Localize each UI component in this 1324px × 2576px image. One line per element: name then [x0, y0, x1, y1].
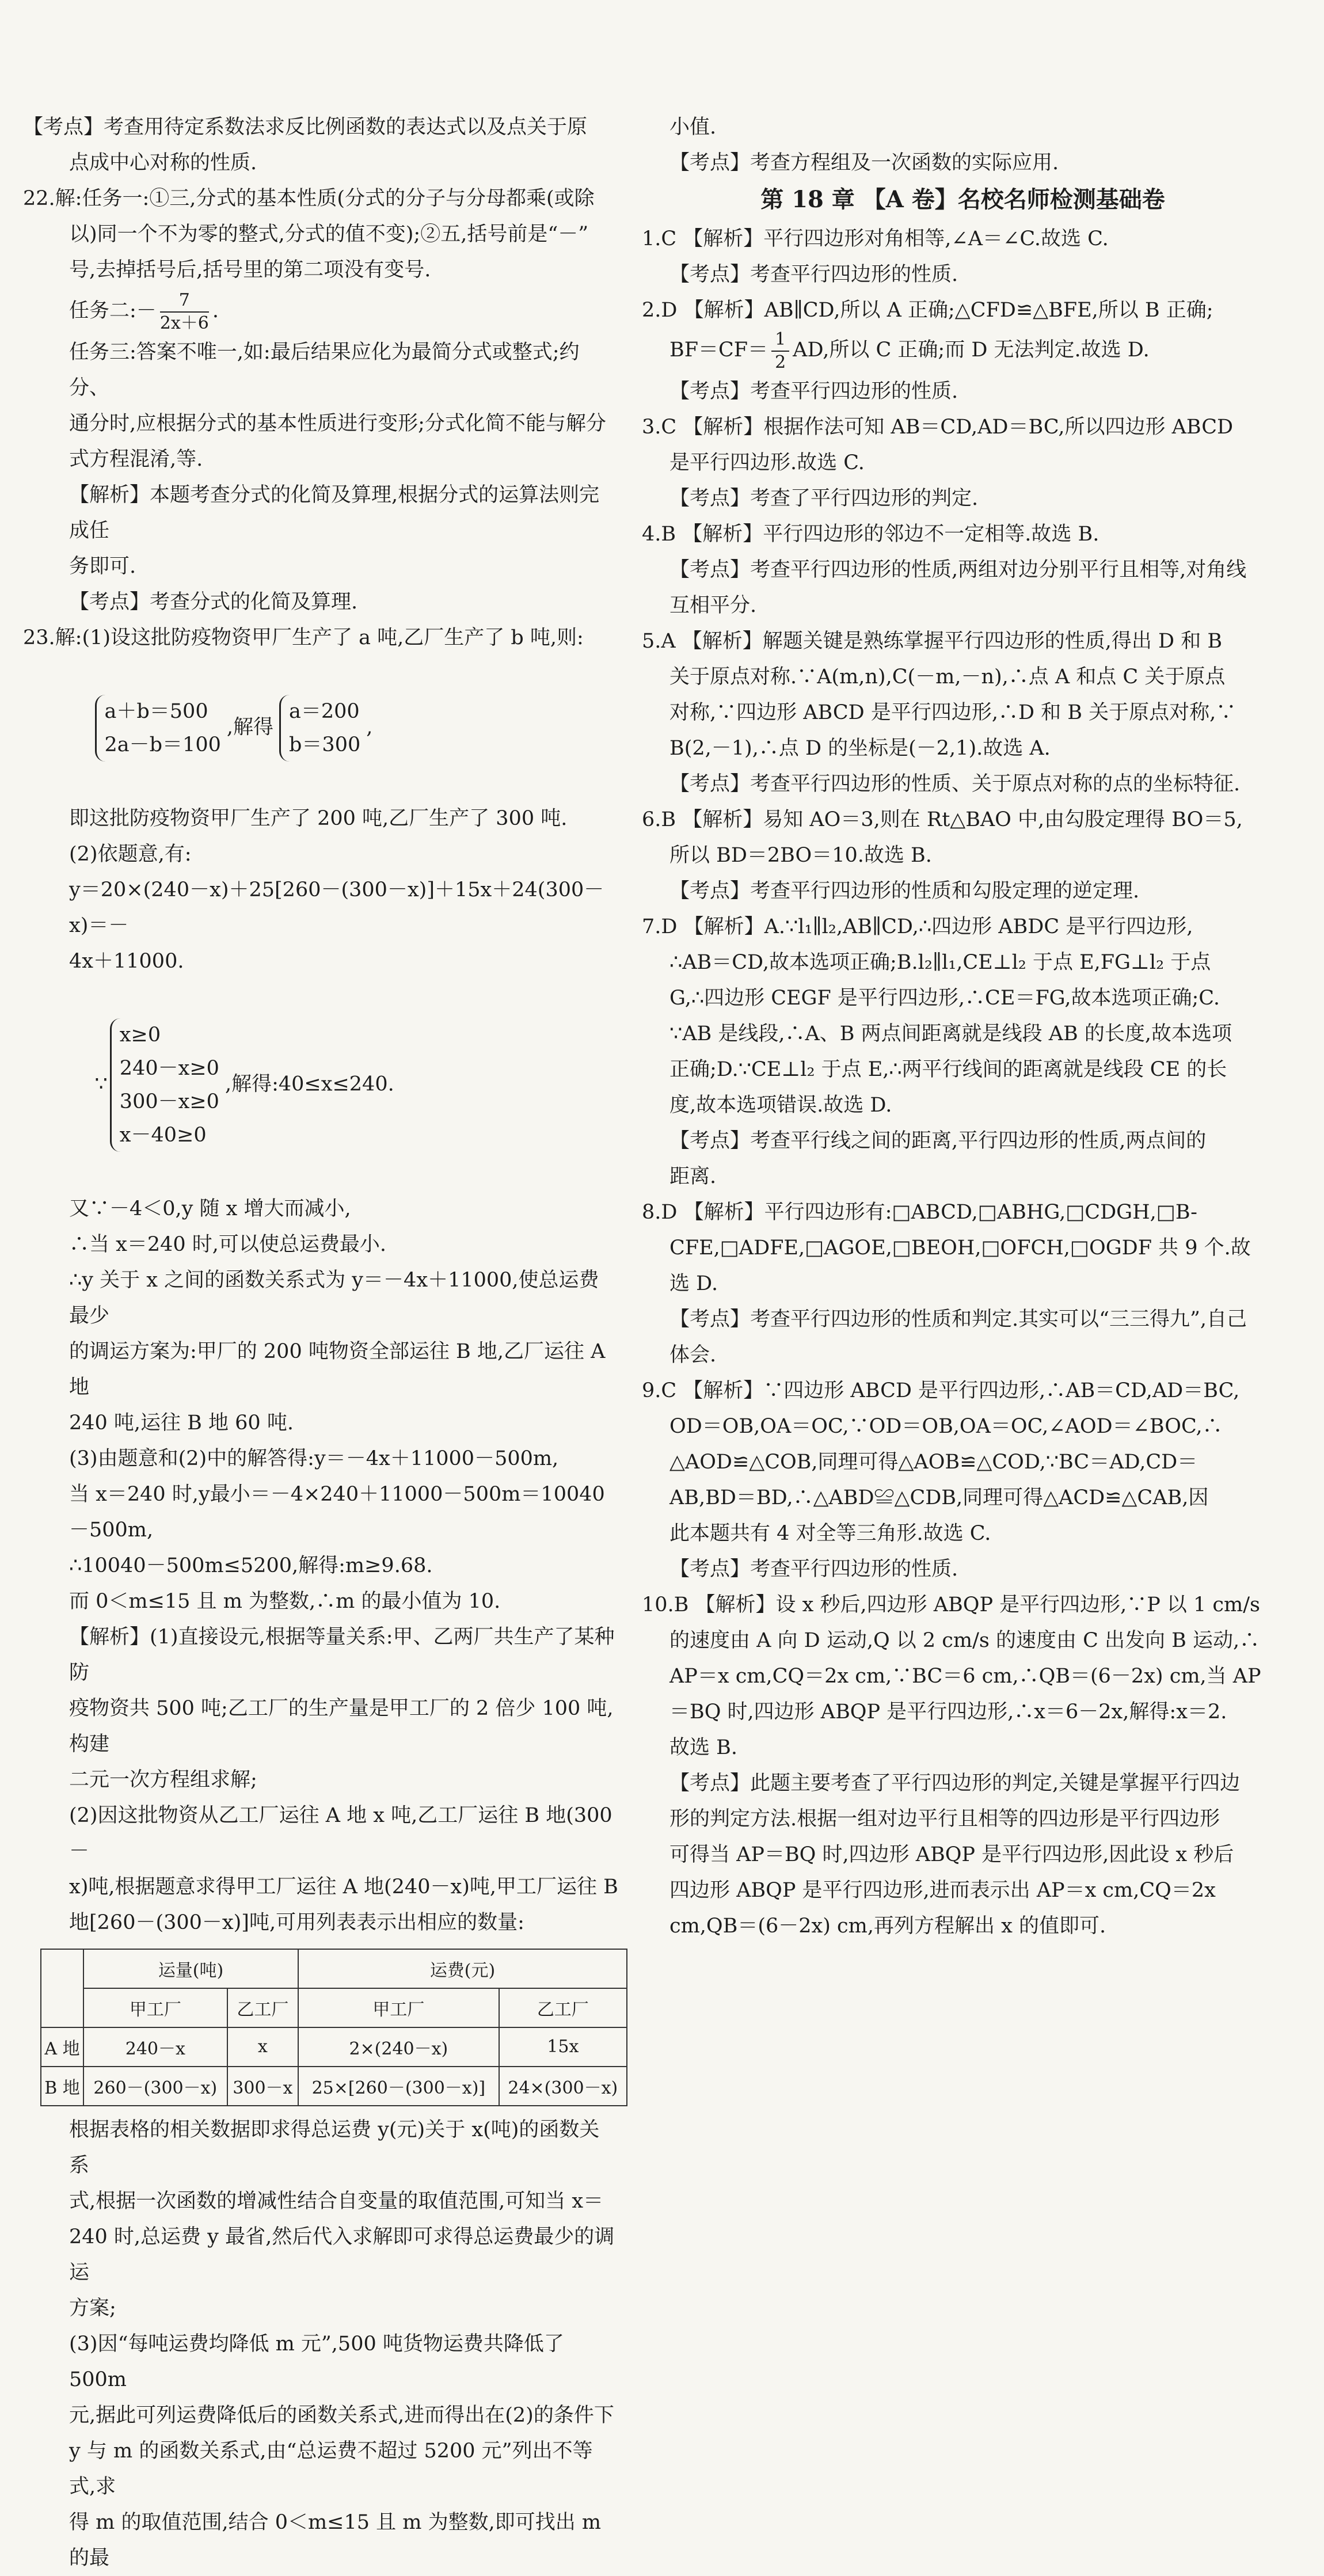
q1-point: 【考点】考查平行四边形的性质.	[669, 263, 958, 286]
q10-line: 故选 B.	[669, 1736, 737, 1759]
q22-line: 22.解:任务一:①三,分式的基本性质(分式的分子与分母都乘(或除	[23, 187, 595, 210]
q2-suffix: AD,所以 C 正确;而 D 无法判定.故选 D.	[793, 338, 1150, 362]
table-cell: x	[227, 2027, 298, 2067]
table-subheader: 甲工厂	[298, 1988, 499, 2027]
q23-analysis: 元,据此可列运费降低后的函数关系式,进而得出在(2)的条件下	[69, 2403, 614, 2427]
q8-line: CFE,□ADFE,□AGOE,□BEOH,□OFCH,□OGDF 共 9 个.故	[669, 1236, 1251, 1260]
fraction-denominator: 2	[775, 352, 786, 372]
q10-point: 可得当 AP＝BQ 时,四边形 ABQP 是平行四边形,因此设 x 秒后	[669, 1843, 1234, 1866]
table-row	[41, 2027, 627, 2067]
table-cell: 2×(240－x)	[298, 2027, 499, 2067]
table-cell: 15x	[499, 2027, 627, 2067]
q5-line: 5.A 【解析】解题关键是熟练掌握平行四边形的性质,得出 D 和 B	[642, 629, 1223, 653]
equation: a＋b＝500	[104, 699, 208, 723]
freight-table	[40, 1949, 627, 2106]
q22-line: 【解析】本题考查分式的化简及算理,根据分式的运算法则完成任	[69, 483, 600, 542]
q23-line: ∴y 关于 x 之间的函数关系式为 y＝－4x＋11000,使总运费最少	[69, 1268, 599, 1327]
q9-point: 【考点】考查平行四边形的性质.	[669, 1557, 958, 1581]
q23-line: 而 0＜m≤15 且 m 为整数,∴m 的最小值为 10.	[69, 1589, 501, 1613]
q2-prefix: BF＝CF＝	[669, 338, 768, 362]
q22-line: 以)同一个不为零的整式,分式的值不变);②五,括号前是“－”	[69, 223, 589, 246]
q23-analysis: 疫物资共 500 吨;乙工厂的生产量是甲工厂的 2 倍少 100 吨,构建	[69, 1696, 614, 1756]
q6-point: 【考点】考查平行四边形的性质和勾股定理的逆定理.	[669, 879, 1140, 903]
q23-analysis: 【解析】(1)直接设元,根据等量关系:甲、乙两厂共生产了某种防	[69, 1625, 615, 1684]
q7-line: 正确;D.∵CE⊥l₂ 于点 E,∴两平行线间的距离就是线段 CE 的长	[669, 1057, 1227, 1081]
fraction-numerator: 7	[160, 290, 209, 313]
table-header: 运费(元)	[298, 1949, 627, 1988]
table-cell: 240－x	[83, 2027, 227, 2067]
answer-line: 【考点】考查用待定系数法求反比例函数的表达式以及点关于原	[23, 116, 588, 139]
table-row	[41, 2067, 627, 2106]
q7-line: G,∴四边形 CEGF 是平行四边形,∴CE＝FG,故本选项正确;C.	[669, 986, 1220, 1010]
equation: a＝200	[289, 699, 360, 723]
table-subheader: 甲工厂	[83, 1988, 227, 2027]
table-subheader-row	[41, 1988, 627, 2027]
q7-point: 距离.	[669, 1165, 717, 1188]
q23-line: 的调运方案为:甲厂的 200 吨物资全部运往 B 地,乙厂运往 A 地	[69, 1340, 612, 1399]
q2-line: 2.D 【解析】AB∥CD,所以 A 正确;△CFD≌△BFE,所以 B 正确;	[642, 299, 1213, 322]
table-cell: 24×(300－x)	[499, 2067, 627, 2106]
table-corner	[41, 1949, 83, 2027]
q10-line: 10.B 【解析】设 x 秒后,四边形 ABQP 是平行四边形,∵P 以 1 cm/s	[642, 1593, 1260, 1616]
system-end: ,	[366, 716, 373, 739]
q23-line: 23.解:(1)设这批防疫物资甲厂生产了 a 吨,乙厂生产了 b 吨,则:	[23, 626, 584, 649]
q5-point: 【考点】考查平行四边形的性质、关于原点对称的点的坐标特征.	[669, 772, 1241, 796]
q6-line: 6.B 【解析】易知 AO＝3,则在 Rt△BAO 中,由勾股定理得 BO＝5,	[642, 808, 1243, 831]
q4-point: 【考点】考查平行四边形的性质,两组对边分别平行且相等,对角线	[669, 558, 1247, 581]
equation: b＝300	[289, 733, 361, 756]
q5-line: B(2,－1),∴点 D 的坐标是(－2,1).故选 A.	[669, 736, 1051, 760]
q9-line: OD＝OB,OA＝OC,∵OD＝OB,OA＝OC,∠AOD＝∠BOC,∴	[669, 1414, 1223, 1438]
answer-line: 小值.	[669, 116, 717, 139]
inequality: 240－x≥0	[119, 1056, 219, 1080]
q23-line: 又∵－4＜0,y 随 x 增大而减小,	[69, 1197, 351, 1220]
inequality-solution: ,解得:40≤x≤240.	[225, 1072, 394, 1095]
answer-line: 【考点】考查方程组及一次函数的实际应用.	[669, 151, 1059, 174]
inequality: x－40≥0	[119, 1123, 207, 1147]
table-subheader: 乙工厂	[499, 1988, 627, 2027]
q23-analysis: (3)因“每吨运费均降低 m 元”,500 吨货物运费共降低了 500m	[69, 2332, 571, 2391]
fraction-denominator: 2x＋6	[159, 313, 209, 333]
q8-point: 体会.	[669, 1343, 717, 1367]
q23-analysis: 二元一次方程组求解;	[69, 1768, 257, 1791]
q4-point: 互相平分.	[669, 593, 757, 617]
q23-analysis: y 与 m 的函数关系式,由“总运费不超过 5200 元”列出不等式,求	[69, 2439, 593, 2498]
half-fraction	[771, 329, 789, 374]
task2-suffix: .	[212, 299, 219, 322]
table-cell: 300－x	[227, 2067, 298, 2106]
q23-line: 4x＋11000.	[69, 949, 184, 973]
table-subheader: 乙工厂	[227, 1988, 298, 2027]
q23-analysis: 方案;	[69, 2296, 116, 2320]
q9-line: 此本题共有 4 对全等三角形.故选 C.	[669, 1521, 991, 1545]
q23-line: (3)由题意和(2)中的解答得:y＝－4x＋11000－500m,	[69, 1447, 559, 1470]
q1-line: 1.C 【解析】平行四边形对角相等,∠A＝∠C.故选 C.	[642, 227, 1109, 250]
table-header: 运量(吨)	[83, 1949, 298, 1988]
q10-point: 【考点】此题主要考查了平行四边形的判定,关键是掌握平行四边	[669, 1771, 1241, 1795]
q23-line: y＝20×(240－x)＋25[260－(300－x)]＋15x＋24(300－x)＝－	[69, 878, 604, 937]
q7-line: 度,故本选项错误.故选 D.	[669, 1093, 892, 1117]
q23-line: ∴当 x＝240 时,可以使总运费最小.	[69, 1232, 387, 1256]
q23-analysis: 得 m 的取值范围,结合 0＜m≤15 且 m 为整数,即可找出 m 的最	[69, 2510, 608, 2570]
fraction-numerator: 1	[771, 329, 789, 352]
q22-line: 通分时,应根据分式的基本性质进行变形;分式化简不能与解分	[69, 412, 606, 435]
q9-line: △AOD≌△COB,同理可得△AOB≌△COD,∵BC＝AD,CD＝	[669, 1450, 1198, 1474]
table-cell: A 地	[41, 2027, 83, 2067]
q3-point: 【考点】考查了平行四边形的判定.	[669, 486, 979, 510]
q8-point: 【考点】考查平行四边形的性质和判定.其实可以“三三得九”,自己	[669, 1307, 1247, 1331]
q23-analysis: 式,根据一次函数的增减性结合自变量的取值范围,可知当 x＝	[69, 2189, 604, 2213]
task2-prefix: 任务二:－	[69, 299, 157, 322]
q4-line: 4.B 【解析】平行四边形的邻边不一定相等.故选 B.	[642, 522, 1099, 546]
q7-line: ∵AB 是线段,∴A、B 两点间距离就是线段 AB 的长度,故本选项	[669, 1022, 1232, 1045]
because-symbol: ∵	[94, 1072, 108, 1095]
q22-line: 号,去掉括号后,括号里的第二项没有变号.	[69, 258, 431, 281]
table-cell: 260－(300－x)	[83, 2067, 227, 2106]
q7-line: 7.D 【解析】A.∵l₁∥l₂,AB∥CD,∴四边形 ABDC 是平行四边形,	[642, 915, 1193, 938]
q10-point: cm,QB＝(6－2x) cm,再列方程解出 x 的值即可.	[669, 1914, 1106, 1938]
q23-analysis: 根据表格的相关数据即求得总运费 y(元)关于 x(吨)的函数关系	[69, 2118, 600, 2177]
q22-line: 【考点】考查分式的化简及算理.	[69, 590, 358, 614]
q9-line: AB,BD＝BD,∴△ABD≌△CDB,同理可得△ACD≌△CAB,因	[669, 1486, 1209, 1509]
inequality: x≥0	[119, 1023, 161, 1047]
q22-line: 务即可.	[69, 554, 136, 578]
table-cell: B 地	[41, 2067, 83, 2106]
q10-line: AP＝x cm,CQ＝2x cm,∵BC＝6 cm,∴QB＝(6－2x) cm,当 AP	[669, 1664, 1261, 1688]
q6-line: 所以 BD＝2BO＝10.故选 B.	[669, 843, 932, 867]
q23-line: 240 吨,运往 B 地 60 吨.	[69, 1411, 294, 1435]
q9-line: 9.C 【解析】∵四边形 ABCD 是平行四边形,∴AB＝CD,AD＝BC,	[642, 1379, 1240, 1402]
inequality-system	[23, 979, 619, 1191]
q22-line: 式方程混淆,等.	[69, 447, 203, 471]
q23-line: (2)依题意,有:	[69, 842, 192, 866]
q23-line: 当 x＝240 时,y最小＝－4×240＋11000－500m＝10040－500m,	[69, 1482, 605, 1542]
chapter-heading: 第 18 章 【A 卷】名校名师检测基础卷	[760, 186, 1165, 213]
q7-point: 【考点】考查平行线之间的距离,平行四边形的性质,两点间的	[669, 1129, 1207, 1152]
q7-line: ∴AB＝CD,故本选项正确;B.l₂∥l₁,CE⊥l₂ 于点 E,FG⊥l₂ 于点	[669, 950, 1211, 974]
task2-fraction	[160, 290, 209, 334]
q2-point: 【考点】考查平行四边形的性质.	[669, 379, 958, 403]
q10-line: 的速度由 A 向 D 运动,Q 以 2 cm/s 的速度由 C 出发向 B 运动,∴	[669, 1628, 1260, 1652]
q10-point: 形的判定方法.根据一组对边平行且相等的四边形是平行四边形	[669, 1807, 1220, 1831]
q10-line: ＝BQ 时,四边形 ABQP 是平行四边形,∴x＝6－2x,解得:x＝2.	[669, 1700, 1227, 1723]
q5-line: 关于原点对称.∵A(m,n),C(－m,－n),∴点 A 和点 C 关于原点	[669, 665, 1226, 688]
solution-label: ,解得	[226, 716, 274, 739]
table-header-row	[41, 1949, 627, 1988]
equation-system	[95, 695, 221, 762]
q23-analysis: x)吨,根据题意求得甲工厂运往 A 地(240－x)吨,甲工厂运往 B	[69, 1875, 618, 1898]
q23-analysis: 240 时,总运费 y 最省,然后代入求解即可求得总运费最少的调运	[69, 2225, 615, 2284]
q23-line: 即这批防疫物资甲厂生产了 200 吨,乙厂生产了 300 吨.	[69, 806, 568, 830]
solution-system	[279, 695, 360, 762]
q23-analysis: (2)因这批物资从乙工厂运往 A 地 x 吨,乙工厂运往 B 地(300－	[69, 1803, 612, 1863]
inequality-brace	[110, 1018, 219, 1152]
q5-line: 对称,∵四边形 ABCD 是平行四边形,∴D 和 B 关于原点对称,∵	[669, 701, 1237, 724]
q8-line: 8.D 【解析】平行四边形有:□ABCD,□ABHG,□CDGH,□B-	[642, 1200, 1198, 1224]
table-cell: 25×[260－(300－x)]	[298, 2067, 499, 2106]
q23-analysis: 地[260－(300－x)]吨,可用列表表示出相应的数量:	[69, 1911, 524, 1934]
q3-line: 3.C 【解析】根据作法可知 AB＝CD,AD＝BC,所以四边形 ABCD	[642, 415, 1234, 439]
equation: 2a－b＝100	[104, 733, 221, 756]
answer-line: 点成中心对称的性质.	[69, 151, 257, 174]
q10-point: 四边形 ABQP 是平行四边形,进而表示出 AP＝x cm,CQ＝2x	[669, 1878, 1216, 1902]
q23-equation-system	[23, 656, 619, 801]
inequality: 300－x≥0	[119, 1090, 219, 1113]
q22-task2	[23, 288, 619, 334]
q23-line: ∴10040－500m≤5200,解得:m≥9.68.	[69, 1554, 433, 1577]
q2-line	[642, 328, 1284, 374]
q22-line: 任务三:答案不唯一,如:最后结果应化为最简分式或整式;约分、	[69, 340, 580, 399]
right-column	[642, 109, 1284, 1944]
q8-line: 选 D.	[669, 1272, 718, 1295]
left-column	[23, 109, 619, 2576]
q3-line: 是平行四边形.故选 C.	[669, 451, 865, 474]
